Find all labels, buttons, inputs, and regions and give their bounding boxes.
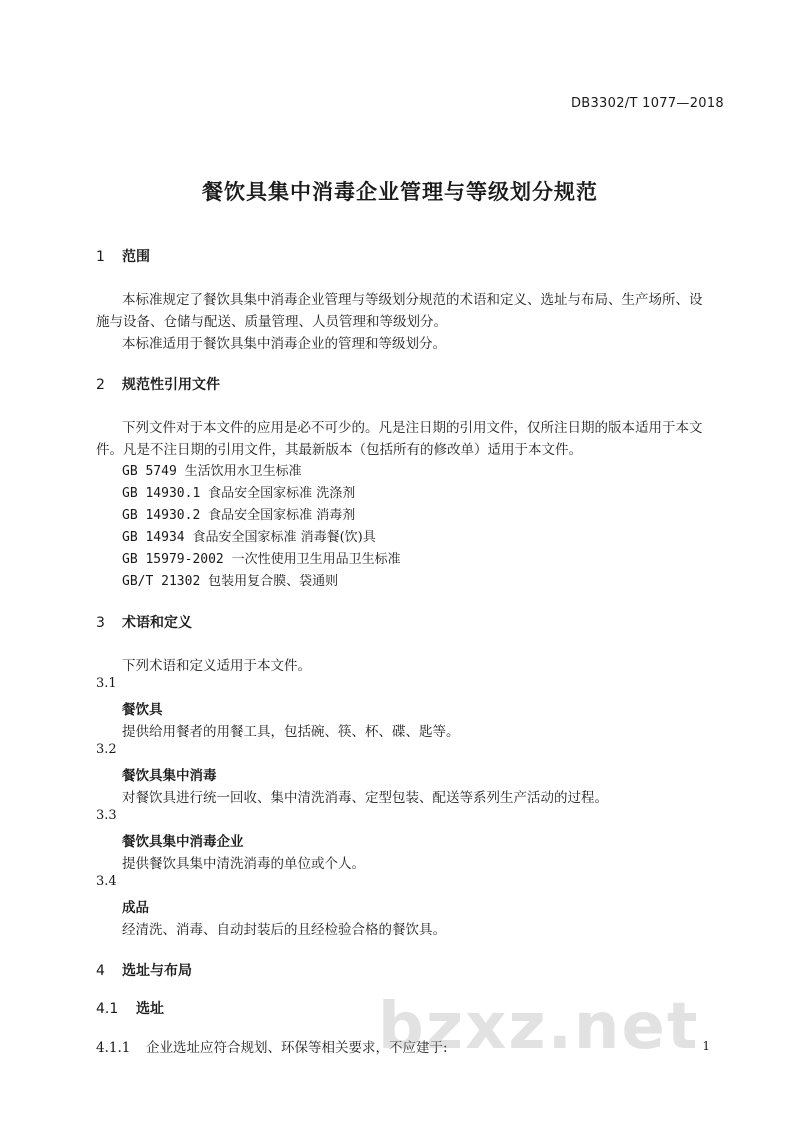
section-title: 范围 [122,249,150,265]
reference-code: GB 14930.2 [122,508,201,523]
clause-text: 企业选址应符合规划、环保等相关要求，不应建于: [146,1040,448,1056]
reference-item [122,526,376,545]
reference-title: 食品安全国家标准 消毒剂 [208,508,356,523]
reference-code: GB 15979-2002 [122,552,224,567]
term-name: 餐饮具集中消毒 [122,768,217,784]
reference-code: GB/T 21302 [122,574,201,589]
reference-title: 包装用复合膜、袋通则 [208,574,339,589]
section-title: 规范性引用文件 [122,377,220,393]
clause-number: 4.1.1 [96,1040,131,1056]
page-number: 1 [702,1039,710,1053]
term-number: 3.2 [96,742,117,757]
term-definition: 提供餐饮具集中清洗消毒的单位或个人。 [122,856,365,872]
reference-item [122,482,355,501]
term-number: 3.4 [96,874,117,889]
document-title: 餐饮具集中消毒企业管理与等级划分规范 [202,180,598,204]
reference-item [122,504,355,523]
section-heading-normative-references [96,374,220,394]
paragraph-line: 本标准规定了餐饮具集中消毒企业管理与等级划分规范的术语和定义、选址与布局、生产场所、设 [122,292,703,308]
section-title: 选址与布局 [122,963,192,979]
term-name: 成品 [122,900,149,916]
subsection-number: 4.1 [96,1001,119,1017]
paragraph-line: 件。凡是不注日期的引用文件，其最新版本（包括所有的修改单）适用于本文件。 [96,442,582,458]
reference-title: 一次性使用卫生用品卫生标准 [231,552,401,567]
subsection-heading-site-selection [96,998,164,1018]
term-name: 餐饮具集中消毒企业 [122,834,244,850]
reference-item [122,460,302,479]
document-number: DB3302/T 1077—2018 [570,96,724,111]
section-heading-scope [96,246,150,266]
paragraph: 下列术语和定义适用于本文件。 [122,658,311,674]
section-heading-site-layout [96,960,192,980]
reference-title: 食品安全国家标准 消毒餐(饮)具 [192,530,376,545]
term-number: 3.1 [96,676,117,691]
paragraph-line: 下列文件对于本文件的应用是必不可少的。凡是注日期的引用文件，仅所注日期的版本适用于本文 [122,420,703,436]
watermark: bzxz.net [378,990,700,1064]
section-heading-terms-definitions [96,612,192,632]
reference-item [122,570,338,589]
reference-code: GB 5749 [122,464,177,479]
term-definition: 经清洗、消毒、自动封装后的且经检验合格的餐饮具。 [122,922,446,938]
subsection-title: 选址 [136,1001,164,1017]
paragraph: 本标准适用于餐饮具集中消毒企业的管理和等级划分。 [122,336,446,352]
reference-item [122,548,401,567]
term-name: 餐饮具 [122,702,163,718]
section-number: 2 [96,377,105,393]
term-definition: 提供给用餐者的用餐工具，包括碗、筷、杯、碟、匙等。 [122,724,460,740]
reference-code: GB 14930.1 [122,486,201,501]
reference-title: 生活饮用水卫生标准 [184,464,302,479]
section-number: 3 [96,615,105,631]
term-number: 3.3 [96,808,117,823]
section-number: 4 [96,963,105,979]
term-definition: 对餐饮具进行统一回收、集中清洗消毒、定型包装、配送等系列生产活动的过程。 [122,790,608,806]
paragraph-line: 施与设备、仓储与配送、质量管理、人员管理和等级划分。 [96,314,447,330]
section-number: 1 [96,249,105,265]
reference-code: GB 14934 [122,530,185,545]
reference-title: 食品安全国家标准 洗涤剂 [208,486,356,501]
section-title: 术语和定义 [122,615,192,631]
